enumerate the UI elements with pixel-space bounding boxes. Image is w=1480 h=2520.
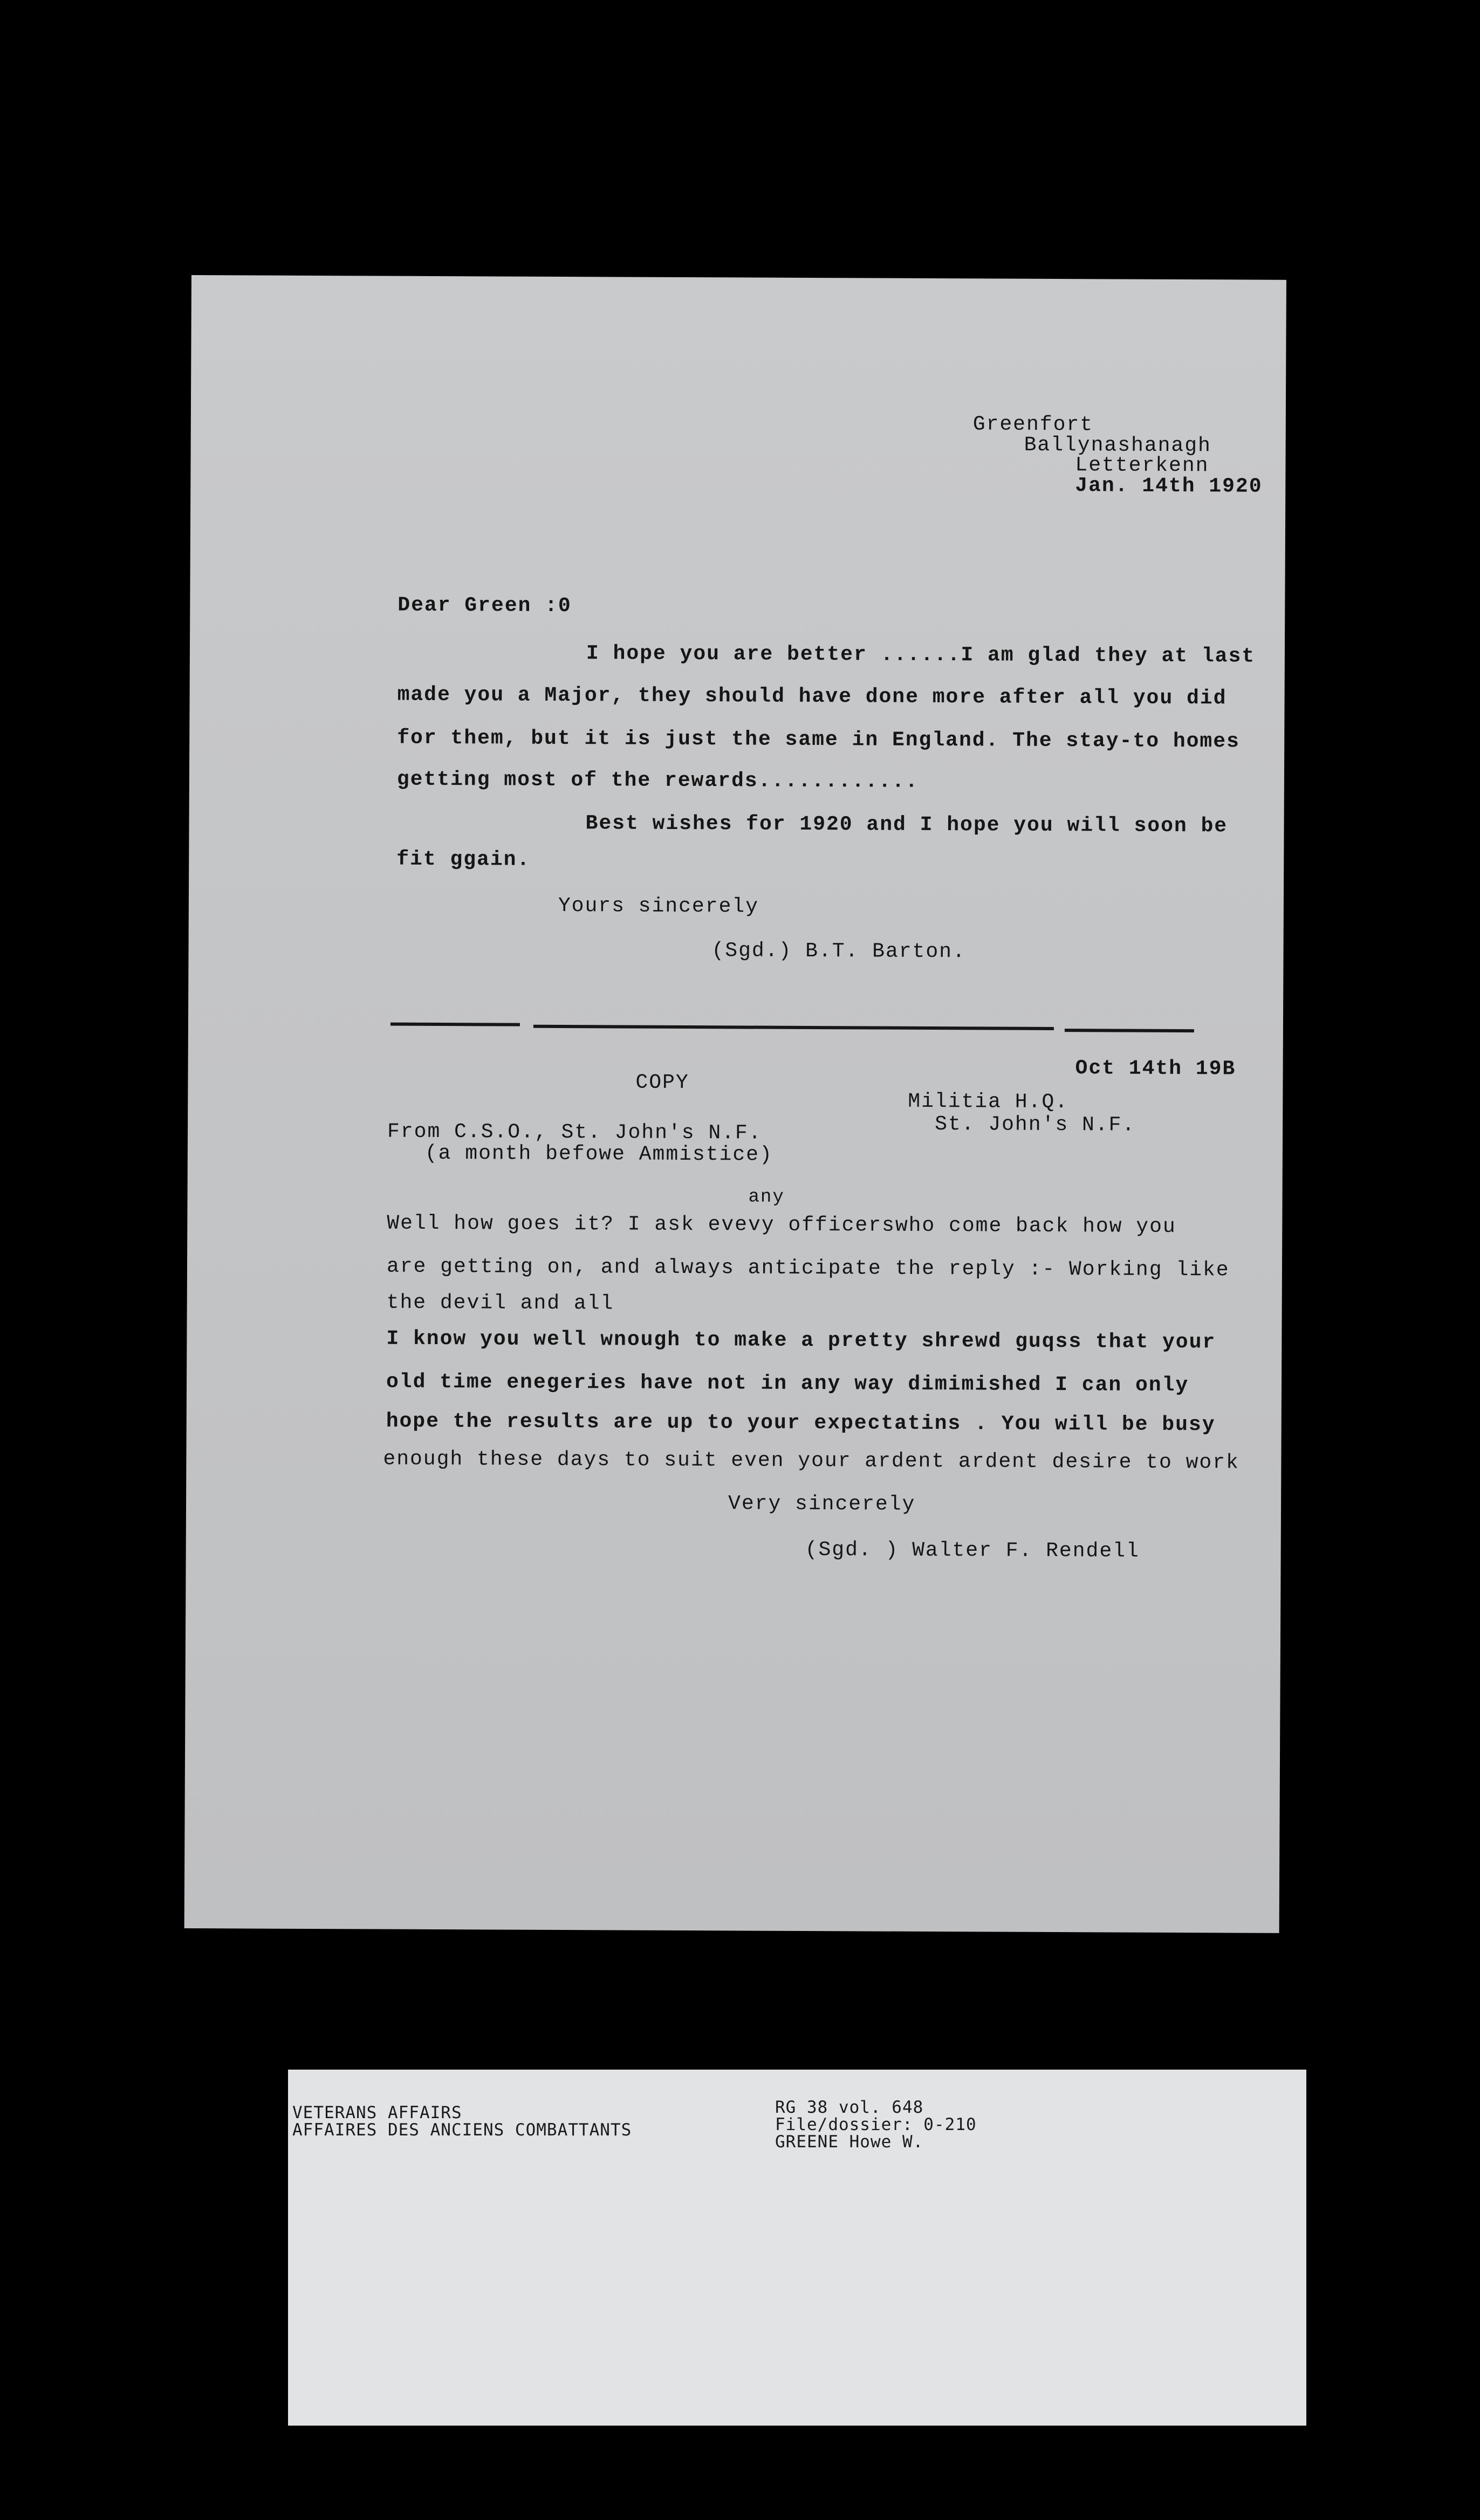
closing: Yours sincerely xyxy=(558,894,759,919)
signature: (Sgd. ) Walter F. Rendell xyxy=(805,1538,1140,1563)
hq-line: St. John's N.F. xyxy=(935,1113,1136,1137)
letter-date: Jan. 14th 1920 xyxy=(1075,474,1263,498)
from-line: (a month befowe Ammistice) xyxy=(424,1141,773,1167)
signature: (Sgd.) B.T. Barton. xyxy=(711,939,966,964)
salutation: Dear Green :0 xyxy=(398,593,572,618)
department-line: VETERANS AFFAIRS xyxy=(292,2103,462,2122)
body-line: I know you well wnough to make a pretty shrewd guqss that your xyxy=(386,1327,1216,1354)
letter-date: Oct 14th 19B xyxy=(1075,1057,1236,1081)
body-line: old time enegeries have not in any way dimimished I can only xyxy=(386,1370,1189,1398)
body-line: Best wishes for 1920 and I hope you will soon be xyxy=(585,812,1228,838)
closing: Very sincerely xyxy=(728,1492,916,1516)
separator-rule xyxy=(1065,1029,1194,1032)
department-line: AFFAIRES DES ANCIENS COMBATTANTS xyxy=(292,2120,632,2140)
body-line: hope the results are up to your expectatins . You will be busy xyxy=(386,1409,1216,1437)
body-line: the devil and all xyxy=(386,1291,614,1316)
separator-rule xyxy=(390,1023,520,1026)
hq-line: Militia H.Q. xyxy=(908,1090,1069,1114)
body-line: made you a Major, they should have done more after all you did xyxy=(397,683,1227,710)
separator-rule xyxy=(533,1025,1054,1030)
reference-line: File/dossier: 0-210 xyxy=(775,2115,977,2134)
insertion-note: any xyxy=(748,1187,785,1208)
reference-line: GREENE Howe W. xyxy=(775,2132,924,2152)
reference-line: RG 38 vol. 648 xyxy=(775,2098,924,2117)
archive-label-card xyxy=(288,2070,1306,2426)
body-line: Well how goes it? I ask evevy officerswho come back how you xyxy=(387,1211,1176,1238)
body-line: are getting on, and always anticipate the reply :- Working like xyxy=(386,1255,1230,1282)
body-line: I hope you are better ......I am glad they at last xyxy=(586,642,1256,668)
address-line: Ballynashanagh xyxy=(1024,433,1211,458)
body-line: fit ggain. xyxy=(396,847,531,872)
address-line: Greenfort xyxy=(972,413,1094,437)
body-line: getting most of the rewards............ xyxy=(396,768,919,793)
body-line: for them, but it is just the same in England. The stay-to homes xyxy=(397,726,1240,754)
copy-label: COPY xyxy=(635,1071,689,1095)
letter-page xyxy=(184,275,1286,1933)
body-line: enough these days to suit even your ardent ardent desire to work xyxy=(383,1447,1239,1475)
address-line: Letterkenn xyxy=(1075,454,1209,478)
from-line: From C.S.O., St. John's N.F. xyxy=(387,1120,762,1145)
